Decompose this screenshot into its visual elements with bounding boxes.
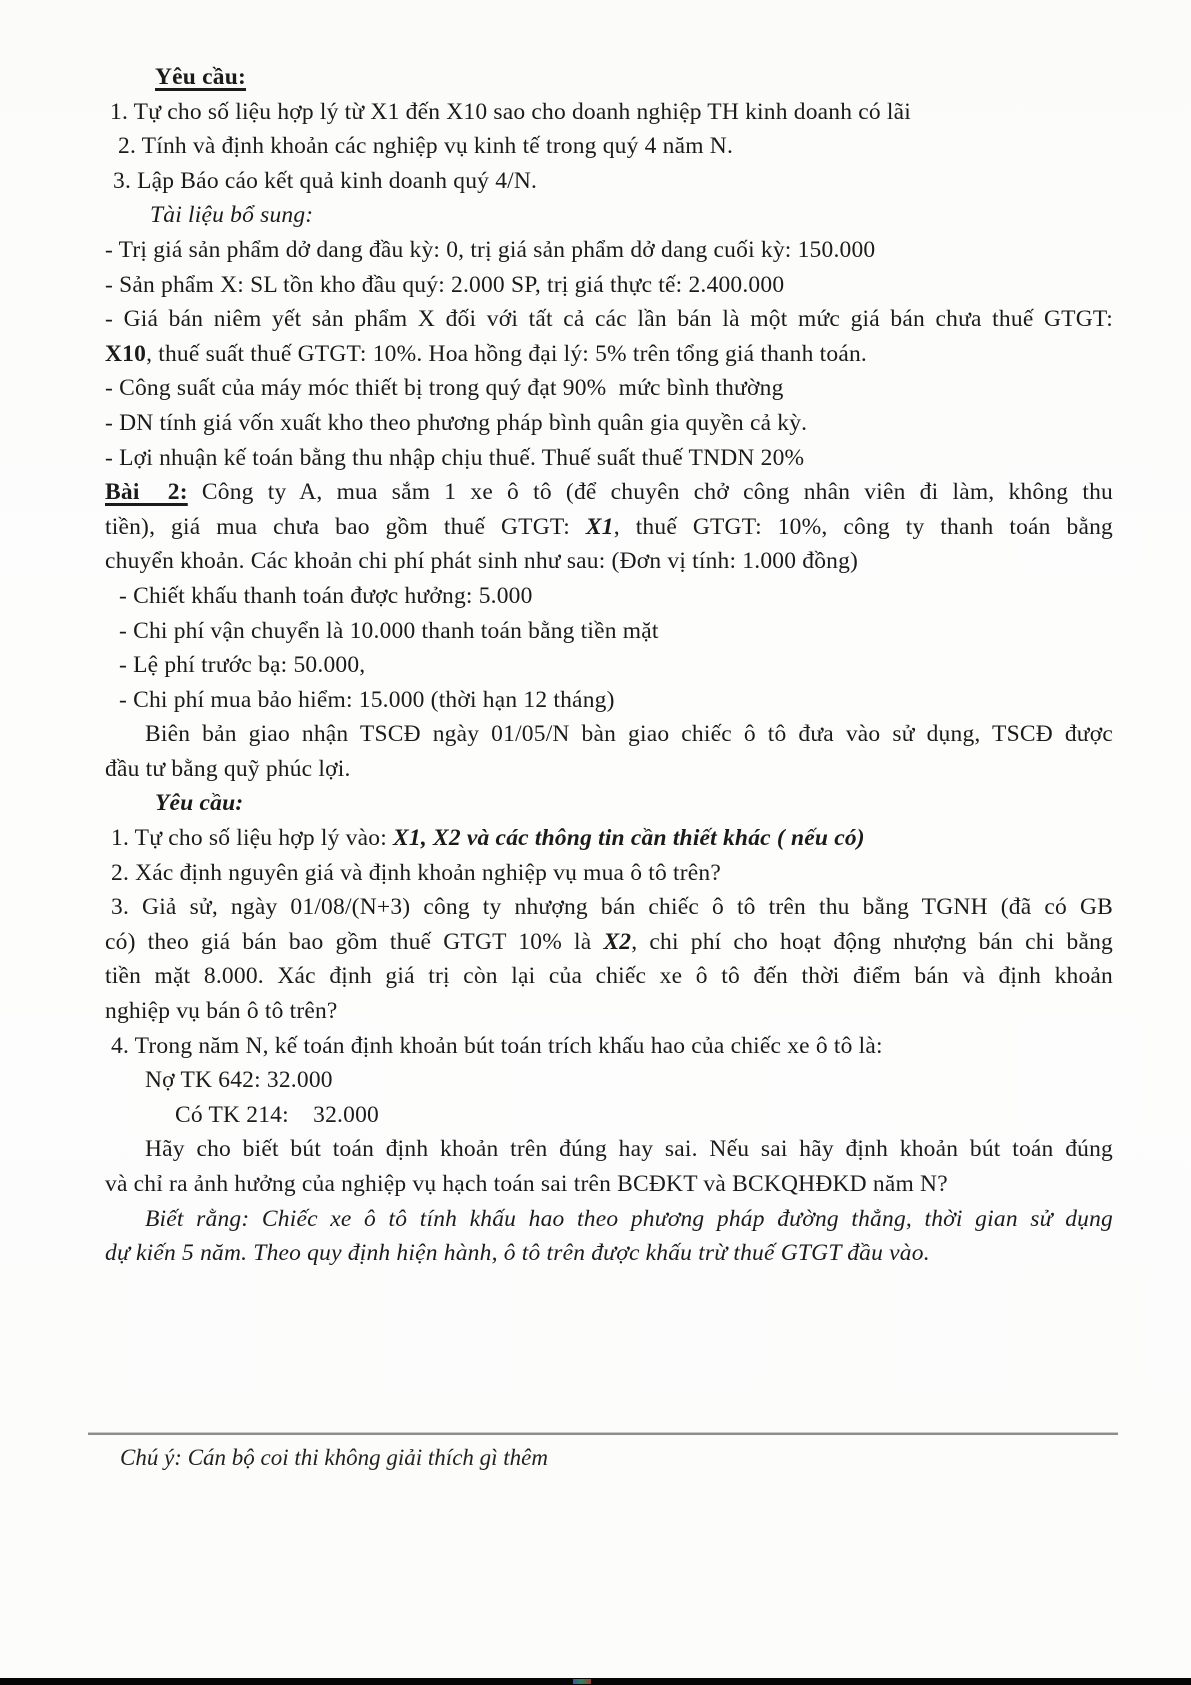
text-run: tiền mặt 8.000. Xác định giá trị còn lại của chiếc xe ô tô đến thời điểm bán và định khoản (105, 963, 1113, 990)
text-run: 2. Xác định nguyên giá và định khoản nghiệp vụ mua ô tô trên? (111, 859, 722, 886)
exercise-2-handover-line-2 (105, 752, 1113, 787)
known-facts-line-1 (105, 1202, 1113, 1237)
text-run: 1. Tự cho số liệu hợp lý vào: (111, 825, 394, 852)
text-run: Nợ TK 642: 32.000 (145, 1067, 333, 1094)
supplement-item-6 (105, 441, 1113, 476)
text-run: Hãy cho biết bút toán định khoản trên đúng hay sai. Nếu sai hãy định khoản bút toán đúng (145, 1136, 1113, 1163)
text-run: 3. Lập Báo cáo kết quả kinh doanh quý 4/N. (113, 167, 538, 194)
exercise-2-handover-line-1 (105, 717, 1113, 752)
requirements-2-item-3-line-1 (105, 890, 1113, 925)
supplement-item-2 (105, 268, 1113, 303)
footer-divider-line (88, 1432, 1118, 1435)
text-run: Tài liệu bổ sung: (150, 202, 314, 229)
requirements-2-heading (105, 786, 1113, 821)
text-run: Yêu cầu: (155, 790, 244, 817)
requirements-2-question-line-1 (105, 1132, 1113, 1167)
requirements-1-item-1 (105, 95, 1113, 130)
journal-entry-debit (105, 1063, 1113, 1098)
scan-color-artifact (573, 1679, 591, 1684)
exercise-2-cost-item-3 (105, 648, 1113, 683)
text-run: - Sản phẩm X: SL tồn kho đầu quý: 2.000 SP, trị giá thực tế: 2.400.000 (105, 271, 785, 298)
requirements-2-item-3-line-2 (105, 925, 1113, 960)
text-run: - Chi phí vận chuyển là 10.000 thanh toán bằng tiền mặt (119, 617, 659, 644)
text-run: có) theo giá bán bao gồm thuế GTGT 10% là (105, 928, 604, 955)
text-run: - DN tính giá vốn xuất kho theo phương pháp bình quân gia quyền cả kỳ. (105, 409, 808, 436)
requirements-2-item-3-line-4 (105, 994, 1113, 1029)
document-body (105, 60, 1113, 1271)
text-run: đầu tư bằng quỹ phúc lợi. (105, 755, 351, 782)
text-run: - Trị giá sản phẩm dở dang đầu kỳ: 0, trị giá sản phẩm dở dang cuối kỳ: 150.000 (105, 236, 876, 263)
exercise-2-cost-item-4 (105, 683, 1113, 718)
text-run: dự kiến 5 năm. Theo quy định hiện hành, ô tô trên được khấu trừ thuế GTGT đầu vào. (105, 1240, 930, 1267)
scan-edge-bar (0, 1678, 1191, 1685)
text-run: X2 (603, 928, 632, 955)
text-run: 2. Tính và định khoản các nghiệp vụ kinh tế trong quý 4 năm N. (118, 133, 734, 160)
exercise-2-intro-line-1 (105, 475, 1113, 510)
supplement-item-3-line-2 (105, 337, 1113, 372)
text-run: chuyển khoản. Các khoản chi phí phát sinh như sau: (Đơn vị tính: 1.000 đồng) (105, 548, 859, 575)
supplement-item-3-line-1 (105, 302, 1113, 337)
requirements-1-item-3 (105, 164, 1113, 199)
supplement-heading (105, 198, 1113, 233)
text-run: X10 (105, 340, 147, 367)
text-run: - Công suất của máy móc thiết bị trong quý đạt 90% mức bình thường (105, 375, 784, 402)
exercise-2-intro-line-2 (105, 510, 1113, 545)
requirements-2-question-line-2 (105, 1167, 1113, 1202)
text-run: X1 (585, 513, 614, 540)
text-run: , thuế suất thuế GTGT: 10%. Hoa hồng đại lý: 5% trên tổng giá thanh toán. (146, 340, 867, 367)
text-run: Yêu cầu: (155, 64, 247, 90)
text-run: và chỉ ra ảnh hưởng của nghiệp vụ hạch toán sai trên BCĐKT và BCKQHĐKD năm N? (105, 1171, 948, 1197)
supplement-item-4 (105, 371, 1113, 406)
text-run: Biết rằng: Chiếc xe ô tô tính khấu hao theo phương pháp đường thẳng, thời gian sử dụng (145, 1205, 1113, 1232)
text-run: 4. Trong năm N, kế toán định khoản bút toán trích khấu hao của chiếc xe ô tô là: (111, 1032, 883, 1059)
text-run: - Giá bán niêm yết sản phẩm X đối với tất cả các lần bán là một mức giá bán chưa thuế GTGT: (105, 306, 1113, 333)
requirements-1-item-2 (105, 129, 1113, 164)
requirements-2-item-1 (105, 821, 1113, 856)
text-run: Công ty A, mua sắm 1 xe ô tô (để chuyên chở công nhân viên đi làm, không thu (187, 479, 1113, 506)
text-run: X1, X2 và các thông tin cần thiết khác ( nếu có) (393, 825, 865, 852)
exercise-2-cost-item-2 (105, 614, 1113, 649)
text-run: - Lệ phí trước bạ: 50.000, (119, 652, 366, 679)
text-run: , chi phí cho hoạt động nhượng bán chi bằng (631, 928, 1113, 955)
text-run: - Chiết khấu thanh toán được hưởng: 5.000 (119, 582, 533, 609)
requirements-2-item-3-line-3 (105, 959, 1113, 994)
requirements-1-heading (105, 60, 1113, 95)
text-run: 3. Giả sử, ngày 01/08/(N+3) công ty nhượng bán chiếc ô tô trên thu bằng TGNH (đã có GB (111, 894, 1113, 921)
requirements-2-item-2 (105, 856, 1113, 891)
text-run: Bài 2: (105, 479, 188, 506)
supplement-item-5 (105, 406, 1113, 441)
known-facts-line-2 (105, 1236, 1113, 1271)
text-run: 1. Tự cho số liệu hợp lý từ X1 đến X10 sao cho doanh nghiệp TH kinh doanh có lãi (110, 98, 912, 125)
text-run: - Chi phí mua bảo hiểm: 15.000 (thời hạn 12 tháng) (119, 686, 615, 713)
text-run: tiền), giá mua chưa bao gồm thuế GTGT: (105, 513, 586, 540)
text-run: , thuế GTGT: 10%, công ty thanh toán bằng (613, 513, 1113, 540)
supplement-item-1 (105, 233, 1113, 268)
text-run: nghiệp vụ bán ô tô trên? (105, 998, 338, 1025)
text-run: Biên bản giao nhận TSCĐ ngày 01/05/N bàn giao chiếc ô tô đưa vào sử dụng, TSCĐ được (145, 721, 1113, 748)
text-run: Có TK 214: 32.000 (175, 1101, 379, 1128)
exercise-2-intro-line-3 (105, 544, 1113, 579)
exercise-2-cost-item-1 (105, 579, 1113, 614)
proctor-note: Chú ý: Cán bộ coi thi không giải thích gì thêm (120, 1445, 549, 1470)
journal-entry-credit (105, 1098, 1113, 1133)
text-run: - Lợi nhuận kế toán bằng thu nhập chịu thuế. Thuế suất thuế TNDN 20% (105, 444, 805, 471)
requirements-2-item-4 (105, 1029, 1113, 1064)
